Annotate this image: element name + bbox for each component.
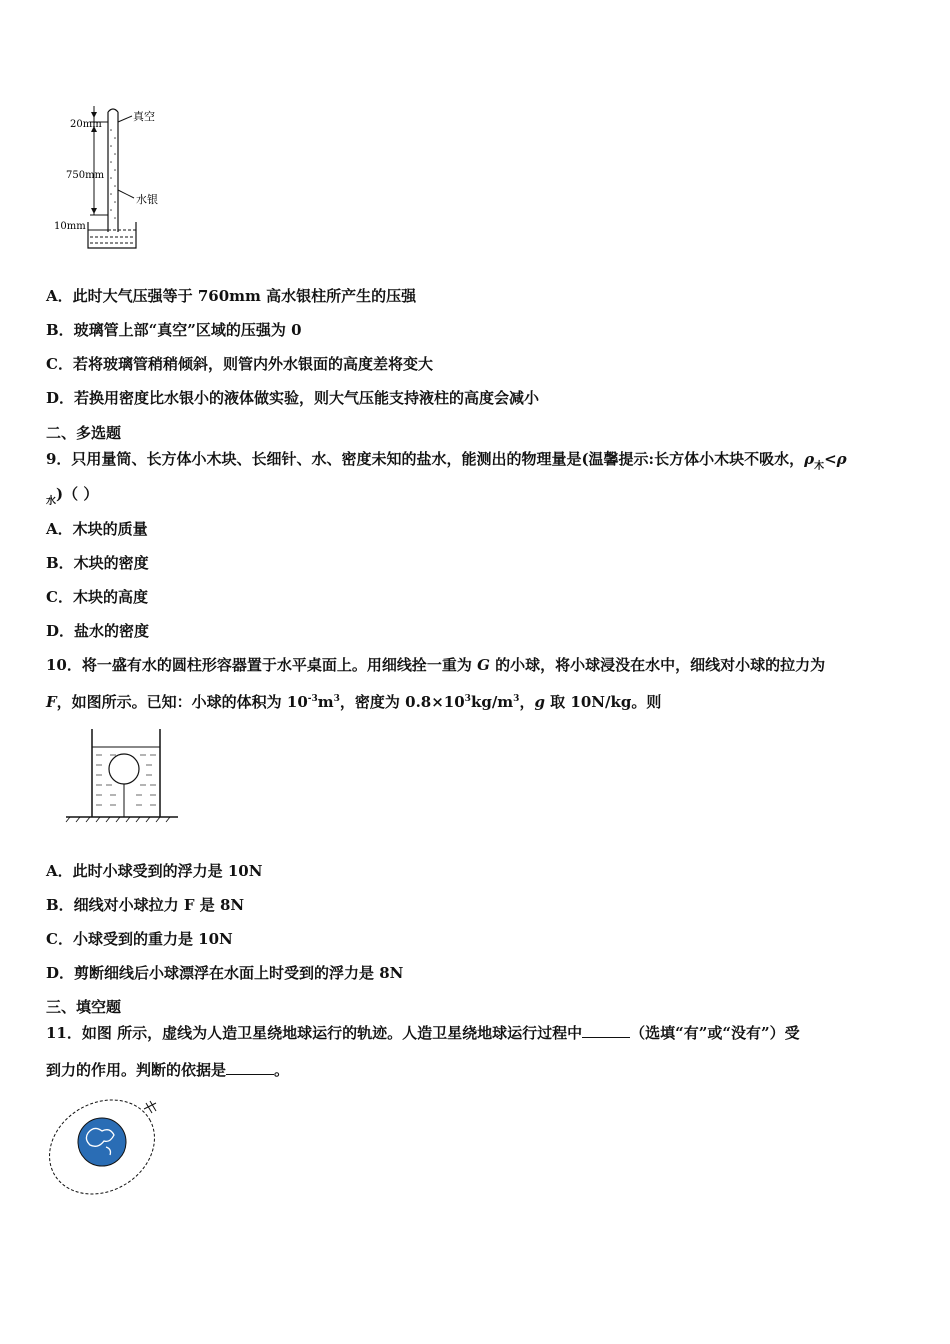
q8-option-b: B．玻璃管上部“真空”区域的压强为 0	[46, 321, 302, 339]
q10-option-c: C．小球受到的重力是 10N	[46, 930, 233, 948]
q10-line2: F，如图所示。已知：小球的体积为 $10^{-3}m^3$，密度为 $0.8\times 10^3kg/m^3$，g 取 10N/kg。则	[46, 693, 662, 711]
q9-line1: 9．只用量筒、长方体小木块、长细针、水、密度未知的盐水，能测出的物理量是(温馨提示:长方体小木块不吸水，$\rho_木<\rho$	[46, 450, 847, 472]
vacuum-label: 真空	[133, 110, 155, 123]
q11-line2: 到力的作用。判断的依据是 。	[46, 1061, 290, 1079]
q9-option-d: D．盐水的密度	[46, 622, 150, 640]
q10-option-d: D．剪断细线后小球漂浮在水面上时受到的浮力是 8N	[46, 964, 404, 982]
answer-blank-2[interactable]	[226, 1060, 274, 1075]
q9-option-b: B．木块的密度	[46, 554, 149, 572]
q8-option-d: D．若换用密度比水银小的液体做实验，则大气压能支持液柱的高度会减小	[46, 389, 540, 407]
dim-bottom-label: 10mm	[54, 221, 86, 232]
answer-blank-1[interactable]	[582, 1023, 630, 1038]
q9-option-a: A．木块的质量	[46, 520, 148, 538]
dim-mid-label: 750mm	[66, 170, 105, 181]
dim-top-label: 20mm	[70, 119, 102, 130]
satellite-icon	[144, 1101, 156, 1113]
mercury-label: 水银	[136, 193, 158, 206]
section-title-multi: 二、多选题	[46, 424, 122, 442]
q9-option-c: C．木块的高度	[46, 588, 148, 606]
section-title-fill: 三、填空题	[46, 998, 122, 1016]
q8-option-a: A．此时大气压强等于 760mm 高水银柱所产生的压强	[46, 287, 417, 305]
q10-line1: 10．将一盛有水的圆柱形容器置于水平桌面上。用细线拴一重为 G 的小球，将小球浸没在水中，细线对小球的拉力为	[46, 656, 826, 674]
ball	[109, 754, 139, 784]
q10-option-a: A．此时小球受到的浮力是 10N	[46, 862, 263, 880]
container-figure	[62, 725, 182, 825]
q8-option-c: C．若将玻璃管稍稍倾斜，则管内外水银面的高度差将变大	[46, 355, 433, 373]
orbit-figure	[40, 1095, 170, 1200]
q10-option-b: B．细线对小球拉力 F 是 8N	[46, 896, 245, 914]
earth-icon	[78, 1118, 126, 1166]
q11-line1: 11．如图 所示，虚线为人造卫星绕地球运行的轨迹。人造卫星绕地球运行过程中 （选填“有”或“没有”）受	[46, 1024, 800, 1042]
barometer-figure	[50, 100, 180, 255]
q9-line2: $_水$)（ ）	[46, 485, 99, 507]
